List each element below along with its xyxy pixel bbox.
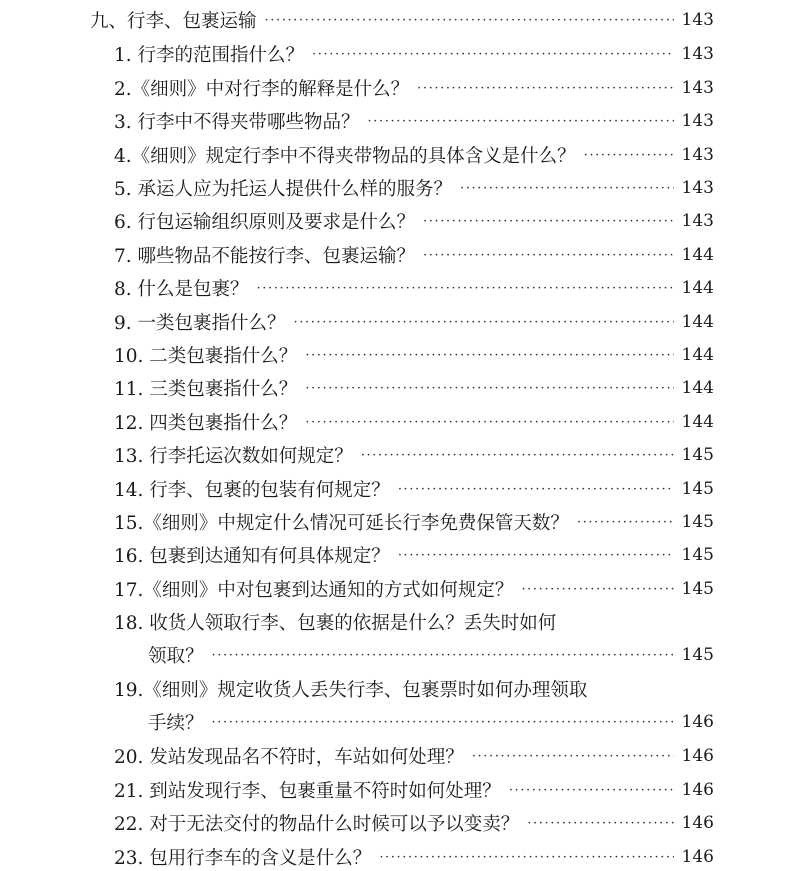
toc-section-heading <box>90 6 714 34</box>
page-number: 144 <box>681 312 714 332</box>
toc-entry <box>114 441 714 469</box>
toc-entry <box>114 742 714 770</box>
page-number: 145 <box>681 512 714 532</box>
dot-leader <box>577 515 674 530</box>
dot-leader <box>312 47 674 62</box>
entry-title: 22. 对于无法交付的物品什么时候可以予以变卖？ <box>114 814 520 835</box>
entry-title-continuation: 手续？ <box>148 713 204 734</box>
entry-title: 14. 行李、包裹的包装有何规定？ <box>114 480 390 501</box>
dot-leader <box>417 81 674 96</box>
toc-entry <box>114 74 714 102</box>
dot-leader <box>257 281 674 296</box>
entry-title: 17.《细则》中对包裹到达通知的方式如何规定？ <box>114 580 514 601</box>
toc-entry <box>114 207 714 235</box>
dot-leader <box>398 548 674 563</box>
toc-entry <box>114 508 714 536</box>
entry-title: 5. 承运人应为托运人提供什么样的服务？ <box>114 179 453 200</box>
page-number: 145 <box>681 579 714 599</box>
entry-title: 20. 发站发现品名不符时，车站如何处理？ <box>114 747 464 768</box>
page-number: 143 <box>681 211 714 231</box>
page-number: 146 <box>681 746 714 766</box>
dot-leader <box>584 148 674 163</box>
page-number: 143 <box>681 178 714 198</box>
page-number: 145 <box>681 445 714 465</box>
dot-leader <box>305 381 674 396</box>
page-number: 144 <box>681 345 714 365</box>
dot-leader <box>212 648 674 663</box>
entry-title: 6. 行包运输组织原则及要求是什么？ <box>114 212 416 233</box>
dot-leader <box>379 850 674 865</box>
toc-entry <box>114 241 714 269</box>
page-number: 143 <box>681 44 714 64</box>
dot-leader <box>472 749 674 764</box>
entry-title: 21. 到站发现行李、包裹重量不符时如何处理？ <box>114 781 501 802</box>
page-number: 144 <box>681 412 714 432</box>
toc-entry <box>114 475 714 503</box>
dot-leader <box>361 448 674 463</box>
page-number: 144 <box>681 278 714 298</box>
page-number: 146 <box>681 847 714 867</box>
dot-leader <box>305 415 674 430</box>
toc-entry <box>114 141 714 169</box>
dot-leader <box>521 582 674 597</box>
dot-leader <box>265 13 674 28</box>
dot-leader <box>368 114 674 129</box>
toc-entry-continuation <box>148 708 714 736</box>
toc-entry <box>114 843 714 871</box>
entry-title: 2.《细则》中对行李的解释是什么？ <box>114 79 410 100</box>
entry-title: 3. 行李中不得夹带哪些物品？ <box>114 112 360 133</box>
dot-leader <box>423 248 674 263</box>
entry-title: 9. 一类包裹指什么？ <box>114 313 286 334</box>
toc-entry <box>114 575 714 603</box>
page-number: 144 <box>681 245 714 265</box>
page-number: 143 <box>681 78 714 98</box>
page-number: 146 <box>681 780 714 800</box>
toc-entry <box>114 675 714 703</box>
dot-leader <box>460 181 674 196</box>
dot-leader <box>527 816 674 831</box>
entry-title: 1. 行李的范围指什么？ <box>114 45 305 66</box>
toc-entry <box>114 541 714 569</box>
toc-entry <box>114 341 714 369</box>
toc-entry <box>114 374 714 402</box>
entry-title: 12. 四类包裹指什么？ <box>114 413 298 434</box>
toc-entry <box>114 174 714 202</box>
entry-title: 10. 二类包裹指什么？ <box>114 346 298 367</box>
entry-title: 11. 三类包裹指什么？ <box>114 379 298 400</box>
page-number: 145 <box>681 545 714 565</box>
toc-entry <box>114 308 714 336</box>
page-number: 143 <box>681 111 714 131</box>
dot-leader <box>212 715 674 730</box>
dot-leader <box>305 348 674 363</box>
entry-title: 15.《细则》中规定什么情况可延长行李免费保管天数？ <box>114 513 569 534</box>
dot-leader <box>398 482 674 497</box>
page-number: 145 <box>681 479 714 499</box>
dot-leader <box>509 783 674 798</box>
dot-leader <box>294 315 674 330</box>
entry-title-continuation: 领取？ <box>148 646 204 667</box>
page-number: 145 <box>681 645 714 665</box>
entry-title: 16. 包裹到达通知有何具体规定？ <box>114 546 390 567</box>
entry-title: 19.《细则》规定收货人丢失行李、包裹票时如何办理领取 <box>114 680 588 701</box>
entry-title: 23. 包用行李车的含义是什么？ <box>114 848 372 869</box>
toc-entry <box>114 776 714 804</box>
entry-title: 8. 什么是包裹？ <box>114 279 249 300</box>
entry-title: 18. 收货人领取行李、包裹的依据是什么？丢失时如何 <box>114 613 557 634</box>
entry-title: 7. 哪些物品不能按行李、包裹运输？ <box>114 246 416 267</box>
toc-entry-continuation <box>148 641 714 669</box>
dot-leader <box>423 214 674 229</box>
toc-entry <box>114 107 714 135</box>
entry-title: 13. 行李托运次数如何规定？ <box>114 446 353 467</box>
toc-entry <box>114 274 714 302</box>
entry-title: 4.《细则》规定行李中不得夹带物品的具体含义是什么？ <box>114 146 576 167</box>
page-number: 146 <box>681 813 714 833</box>
toc-entry <box>114 408 714 436</box>
page-number: 143 <box>681 145 714 165</box>
section-title: 九、行李、包裹运输 <box>90 11 257 32</box>
page-number: 143 <box>681 10 714 30</box>
toc-entry <box>114 40 714 68</box>
page-number: 144 <box>681 378 714 398</box>
toc-entry <box>114 809 714 837</box>
page-number: 146 <box>681 712 714 732</box>
toc-entry <box>114 608 714 636</box>
